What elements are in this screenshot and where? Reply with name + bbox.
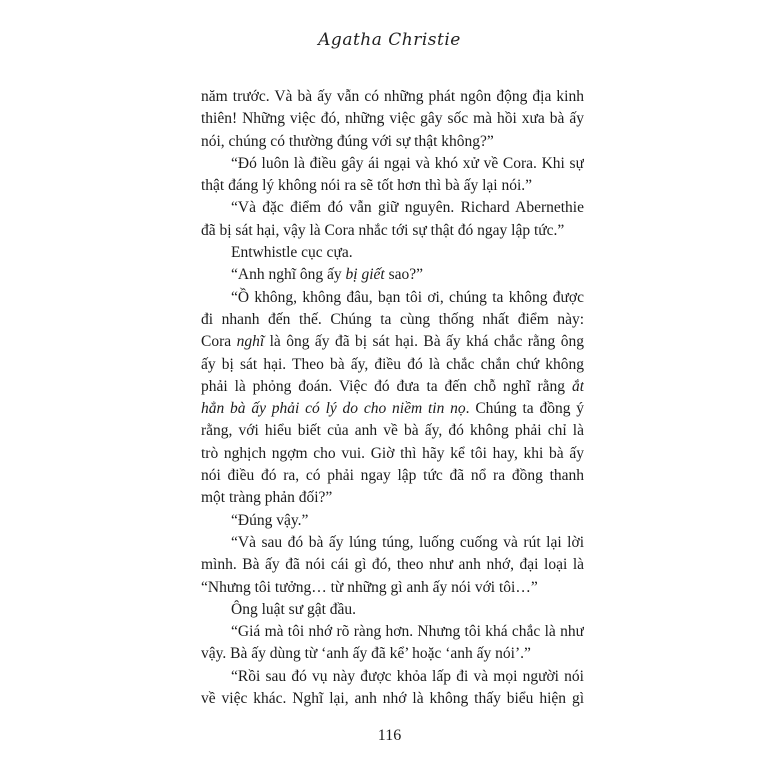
italic-text-segment: ắt bbox=[571, 377, 584, 395]
italic-text-segment: bị giết bbox=[345, 266, 385, 284]
text-segment: Cora bbox=[201, 333, 237, 351]
text-segment: đã bị sát hại, vậy là Cora nhắc tới sự thật đó ngay lập tức.” bbox=[201, 221, 565, 239]
text-line bbox=[201, 354, 584, 376]
text-segment: “Đó luôn là điều gây ái ngại và khó xử về Cora. Khi sự bbox=[231, 154, 584, 172]
text-line bbox=[201, 309, 584, 331]
text-line bbox=[201, 554, 584, 576]
text-segment: . Chúng ta đồng ý bbox=[465, 400, 584, 418]
text-line bbox=[201, 510, 584, 532]
text-segment: “Nhưng tôi tưởng… từ những gì anh ấy nói với tôi…” bbox=[201, 578, 538, 596]
text-line bbox=[201, 153, 584, 175]
text-line bbox=[201, 465, 584, 487]
text-line bbox=[201, 599, 584, 621]
text-line bbox=[201, 376, 584, 398]
text-line bbox=[201, 577, 584, 599]
text-line bbox=[201, 398, 584, 420]
text-line bbox=[201, 242, 584, 264]
text-line bbox=[201, 220, 584, 242]
text-line bbox=[201, 175, 584, 197]
text-segment: “Rồi sau đó vụ này được khỏa lấp đi và mọi người nói bbox=[231, 667, 584, 685]
text-line bbox=[201, 532, 584, 554]
text-line bbox=[201, 420, 584, 442]
text-segment: thật đáng lý không nói ra sẽ tốt hơn thì bà ấy lại nói.” bbox=[201, 177, 533, 195]
text-segment: “Và sau đó bà ấy lúng túng, luống cuống và rút lại lời bbox=[231, 533, 584, 551]
text-segment: “Ồ không, không đâu, bạn tôi ơi, chúng ta không được bbox=[231, 288, 584, 306]
body-text bbox=[201, 86, 584, 710]
text-line bbox=[201, 131, 584, 153]
text-line bbox=[201, 331, 584, 353]
text-line bbox=[201, 443, 584, 465]
text-segment: “Anh nghĩ ông ấy bbox=[231, 266, 346, 284]
text-segment: nói, chúng có thường đúng với sự thật không?” bbox=[201, 132, 494, 150]
text-line bbox=[201, 643, 584, 665]
italic-text-segment: nghĩ bbox=[236, 333, 265, 351]
text-segment: sao?” bbox=[384, 266, 423, 284]
text-segment: “Đúng vậy.” bbox=[231, 511, 309, 529]
text-segment: “Và đặc điểm đó vẫn giữ nguyên. Richard Abernethie bbox=[231, 199, 584, 217]
text-segment: rằng, với hiểu biết của anh về bà ấy, đó không phải chỉ là bbox=[201, 422, 584, 440]
text-segment: Entwhistle cục cựa. bbox=[231, 244, 353, 262]
text-segment: trò nghịch ngợm cho vui. Giờ thì hãy kể tôi hay, khi bà ấy bbox=[201, 444, 584, 462]
page-number: 116 bbox=[377, 727, 402, 744]
text-segment: một tràng phản đối?” bbox=[201, 489, 333, 507]
text-line bbox=[201, 86, 584, 108]
text-segment: ấy bị sát hại. Theo bà ấy, điều đó là chắc chắn chứ không bbox=[201, 355, 584, 373]
text-line bbox=[201, 197, 584, 219]
author-signature-header: Agatha Christie bbox=[318, 30, 461, 50]
text-segment: vậy. Bà ấy dùng từ ‘anh ấy đã kể’ hoặc ‘anh ấy nói’.” bbox=[201, 645, 531, 663]
text-segment: về việc khác. Nghĩ lại, anh nhớ là không thấy biểu hiện gì bbox=[201, 690, 584, 708]
text-segment: đi nhanh đến thế. Chúng ta cùng thống nhất điểm này: bbox=[201, 310, 584, 328]
text-segment: thiên! Những việc đó, những việc gây sốc mà hồi xưa bà ấy bbox=[201, 110, 584, 128]
text-segment: “Giá mà tôi nhớ rõ ràng hơn. Nhưng tôi khá chắc là như bbox=[231, 623, 584, 641]
text-line bbox=[201, 487, 584, 509]
text-line bbox=[201, 264, 584, 286]
text-segment: là ông ấy đã bị sát hại. Bà ấy khá chắc rằng ông bbox=[264, 333, 584, 351]
text-segment: Ông luật sư gật đầu. bbox=[231, 600, 357, 618]
italic-text-segment: hẳn bà ấy phải có lý do cho niềm tin nọ bbox=[201, 400, 466, 418]
text-line bbox=[201, 688, 584, 710]
text-segment: phải là phỏng đoán. Việc đó đưa ta đến chỗ nghĩ rằng bbox=[201, 377, 572, 395]
text-line bbox=[201, 666, 584, 688]
text-segment: nói điều đó ra, có phải ngay lập tức đã nổ ra đồng thanh bbox=[201, 467, 584, 485]
text-segment: năm trước. Và bà ấy vẫn có những phát ngôn động địa kinh bbox=[201, 88, 584, 105]
text-segment: mình. Bà ấy đã nói cái gì đó, theo như anh nhớ, đại loại là bbox=[201, 556, 584, 574]
text-line bbox=[201, 108, 584, 130]
text-line bbox=[201, 287, 584, 309]
text-line bbox=[201, 621, 584, 643]
